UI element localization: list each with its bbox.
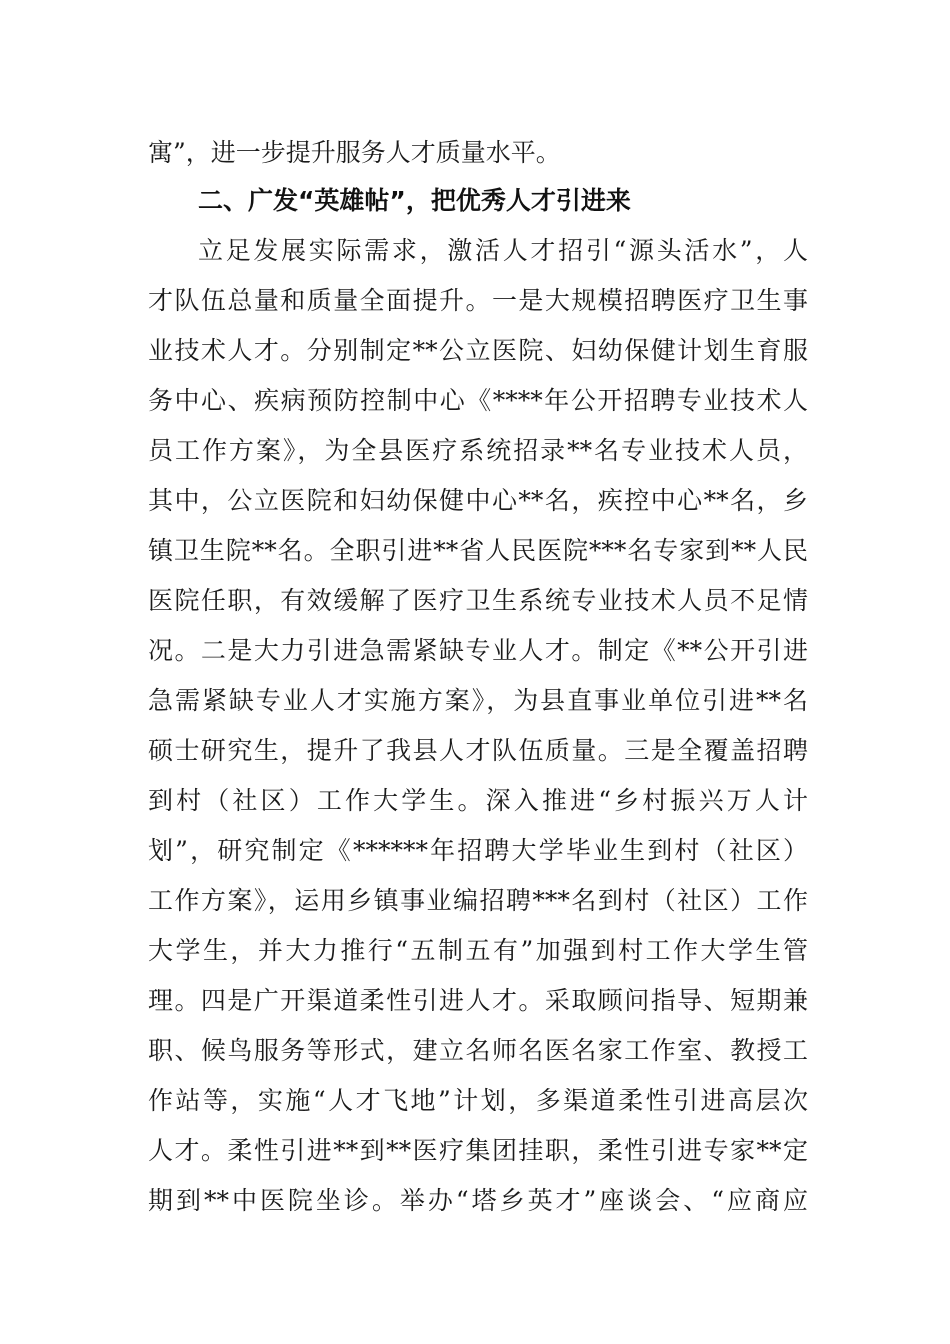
paragraph-line: 员工作方案》，为全县医疗系统招录**名专业技术人员， xyxy=(148,436,808,465)
paragraph-line: 人才。柔性引进**到**医疗集团挂职，柔性引进专家**定 xyxy=(148,1136,808,1165)
lead-line: 寓”，进一步提升服务人才质量水平。 xyxy=(148,138,561,167)
paragraph-line: 才队伍总量和质量全面提升。一是大规模招聘医疗卫生事 xyxy=(148,286,808,315)
paragraph-line: 划”，研究制定《******年招聘大学毕业生到村（社区） xyxy=(148,836,808,865)
paragraph-line: 职、候鸟服务等形式，建立名师名医名家工作室、教授工 xyxy=(148,1036,808,1065)
paragraph-line: 硕士研究生，提升了我县人才队伍质量。三是全覆盖招聘 xyxy=(148,736,808,765)
paragraph-line: 大学生，并大力推行“五制五有”加强到村工作大学生管 xyxy=(148,936,808,965)
paragraph-line: 医院任职，有效缓解了医疗卫生系统专业技术人员不足情 xyxy=(148,586,808,615)
paragraph-line: 到村（社区）工作大学生。深入推进“乡村振兴万人计 xyxy=(148,786,808,815)
paragraph-line: 工作方案》，运用乡镇事业编招聘***名到村（社区）工作 xyxy=(148,886,808,915)
paragraph-line: 作站等，实施“人才飞地”计划，多渠道柔性引进高层次 xyxy=(148,1086,808,1115)
paragraph-line: 理。四是广开渠道柔性引进人才。采取顾问指导、短期兼 xyxy=(148,986,808,1015)
paragraph-line: 务中心、疾病预防控制中心《****年公开招聘专业技术人 xyxy=(148,386,808,415)
paragraph-line: 期到**中医院坐诊。举办“塔乡英才”座谈会、“应商应 xyxy=(148,1186,808,1215)
paragraph-line: 急需紧缺专业人才实施方案》，为县直事业单位引进**名 xyxy=(148,686,808,715)
paragraph-line: 况。二是大力引进急需紧缺专业人才。制定《**公开引进 xyxy=(148,636,808,665)
paragraph-line: 立足发展实际需求，激活人才招引“源头活水”，人 xyxy=(198,236,808,265)
paragraph-line: 业技术人才。分别制定**公立医院、妇幼保健计划生育服 xyxy=(148,336,808,365)
paragraph-line: 其中，公立医院和妇幼保健中心**名，疾控中心**名，乡 xyxy=(148,486,808,515)
paragraph-line: 镇卫生院**名。全职引进**省人民医院***名专家到**人民 xyxy=(148,536,808,565)
section-heading: 二、广发“英雄帖”，把优秀人才引进来 xyxy=(198,186,631,215)
